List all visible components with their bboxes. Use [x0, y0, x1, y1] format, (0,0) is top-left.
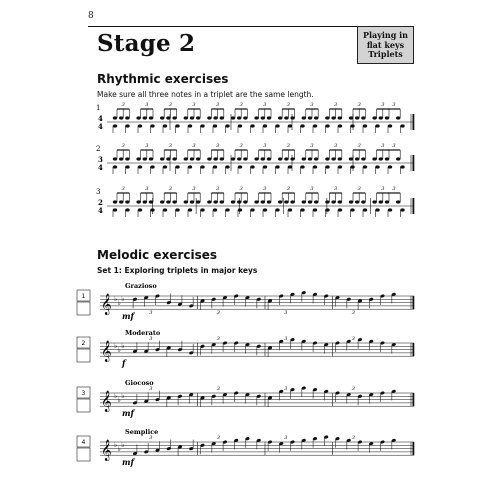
note-head — [361, 116, 365, 119]
note-head — [275, 208, 279, 211]
note-head — [278, 116, 282, 119]
tempo-marking: Grazioso — [125, 282, 157, 290]
note-head — [163, 124, 167, 127]
final-barline-thick — [413, 393, 415, 406]
note-head — [375, 165, 379, 168]
topic-tag-line-1: Playing in — [363, 30, 408, 40]
note-head — [363, 208, 367, 211]
exercise-checkbox — [77, 349, 90, 362]
note-head — [349, 200, 353, 203]
note-head — [385, 116, 389, 119]
flat-icon: ♭ — [114, 441, 118, 449]
note-head — [160, 157, 164, 160]
note-head — [143, 116, 147, 119]
note-head — [400, 165, 404, 168]
tempo-marking: Moderato — [125, 329, 161, 337]
note-head — [363, 165, 367, 168]
note-head — [302, 157, 306, 160]
triplet-mark: 3 — [216, 143, 220, 149]
note-head — [350, 208, 354, 211]
triplet-mark: 3 — [239, 186, 243, 192]
note-head — [275, 165, 279, 168]
note-head — [207, 157, 211, 160]
triplet-mark: 3 — [263, 102, 267, 108]
rhythmic-heading: Rhythmic exercises — [97, 72, 229, 86]
note-head — [243, 200, 247, 203]
note-head — [400, 208, 404, 211]
triplet-mark: 3 — [284, 310, 288, 316]
exercise-number: 1 — [81, 293, 86, 300]
time-signature-bottom: 4 — [98, 206, 103, 215]
dynamic-marking: mf — [122, 457, 134, 467]
note-head — [278, 200, 282, 203]
triplet-mark: 3 — [239, 102, 243, 108]
note-head — [375, 124, 379, 127]
note-head — [225, 124, 229, 127]
note-head — [388, 208, 392, 211]
note-head — [200, 165, 204, 168]
note-head — [213, 208, 217, 211]
note-head — [149, 116, 153, 119]
triplet-mark: 3 — [284, 386, 288, 392]
note-head — [188, 124, 192, 127]
note-head — [220, 200, 224, 203]
final-barline-thick — [413, 114, 415, 130]
note-head — [350, 124, 354, 127]
note-head — [113, 208, 117, 211]
triplet-mark: 3 — [357, 102, 361, 108]
note-head — [207, 200, 211, 203]
note-head — [113, 124, 117, 127]
row-number: 2 — [96, 145, 101, 153]
note-head — [190, 116, 194, 119]
note-head — [267, 200, 271, 203]
note-head — [243, 157, 247, 160]
triplet-mark: 3 — [310, 143, 314, 149]
note-head — [338, 157, 342, 160]
exercise-checkbox — [77, 399, 90, 412]
note-head — [325, 124, 329, 127]
note-head — [261, 200, 265, 203]
melodic-staff — [77, 379, 414, 418]
note-head — [313, 208, 317, 211]
triplet-mark: 3 — [149, 336, 153, 342]
note-head — [372, 116, 376, 119]
melodic-exercises — [77, 282, 414, 467]
triplet-mark: 3 — [216, 435, 220, 441]
note-head — [338, 124, 342, 127]
note-head — [302, 116, 306, 119]
triplet-mark: 3 — [334, 102, 338, 108]
note-head — [125, 124, 129, 127]
triplet-mark: 3 — [381, 186, 385, 192]
note-head — [237, 157, 241, 160]
note-head — [188, 165, 192, 168]
final-barline-thick — [413, 155, 415, 171]
note-head — [284, 200, 288, 203]
note-head — [314, 157, 318, 160]
note-head — [213, 200, 217, 203]
treble-clef-icon: 𝄞 — [101, 440, 112, 461]
time-signature-top: 2 — [98, 198, 103, 207]
note-head — [220, 157, 224, 160]
note-head — [136, 157, 140, 160]
note-head — [325, 116, 329, 119]
time-signature-bottom: 4 — [98, 122, 103, 131]
note-head — [275, 124, 279, 127]
note-head — [237, 200, 241, 203]
final-barline-thick — [413, 343, 415, 356]
note-head — [196, 116, 200, 119]
note-head — [200, 124, 204, 127]
note-head — [385, 200, 389, 203]
triplet-mark: 3 — [192, 102, 196, 108]
note-head — [254, 200, 258, 203]
triplet-mark: 3 — [149, 435, 153, 441]
triplet-mark: 3 — [286, 143, 290, 149]
note-head — [263, 124, 267, 127]
note-head — [119, 200, 123, 203]
note-head — [313, 124, 317, 127]
triplet-mark: 3 — [334, 143, 338, 149]
note-head — [308, 116, 312, 119]
row-number: 3 — [96, 188, 101, 196]
note-head — [388, 165, 392, 168]
note-head — [172, 157, 176, 160]
note-head — [267, 157, 271, 160]
note-head — [400, 124, 404, 127]
note-head — [361, 200, 365, 203]
note-head — [338, 165, 342, 168]
triplet-mark: 3 — [357, 186, 361, 192]
triplet-mark: 3 — [168, 186, 172, 192]
note-head — [313, 165, 317, 168]
treble-clef-icon: 𝄞 — [101, 341, 112, 362]
flat-icon: ♭ — [114, 342, 118, 350]
note-head — [188, 208, 192, 211]
note-head — [250, 124, 254, 127]
topic-tag-line-3: Triplets — [368, 49, 403, 59]
note-head — [172, 116, 176, 119]
note-head — [237, 116, 241, 119]
note-head — [290, 157, 294, 160]
note-head — [213, 124, 217, 127]
rhythm-row — [96, 186, 414, 217]
triplet-mark: 3 — [239, 143, 243, 149]
triplet-mark: 3 — [351, 310, 355, 316]
note-head — [325, 208, 329, 211]
triplet-mark: 3 — [286, 186, 290, 192]
triplet-mark: 3 — [284, 336, 288, 342]
note-head — [149, 157, 153, 160]
note-head — [396, 200, 400, 203]
melodic-staff — [77, 329, 414, 368]
triplet-mark: 3 — [284, 435, 288, 441]
note-head — [379, 157, 383, 160]
dynamic-marking: mf — [122, 408, 134, 418]
triplet-mark: 3 — [334, 186, 338, 192]
triplet-mark: 3 — [263, 143, 267, 149]
note-head — [175, 165, 179, 168]
note-head — [196, 157, 200, 160]
time-signature-bottom: 4 — [98, 163, 103, 172]
flat-icon: ♭ — [117, 445, 121, 453]
exercise-checkbox — [77, 302, 90, 315]
flat-icon: ♭ — [121, 342, 125, 350]
note-head — [113, 116, 117, 119]
note-head — [113, 165, 117, 168]
note-head — [231, 157, 235, 160]
rhythm-row — [96, 102, 414, 133]
note-head — [300, 124, 304, 127]
note-head — [396, 116, 400, 119]
note-head — [261, 116, 265, 119]
note-head — [325, 165, 329, 168]
note-head — [172, 200, 176, 203]
note-head — [220, 116, 224, 119]
triplet-mark: 3 — [392, 102, 396, 108]
flat-icon: ♭ — [117, 396, 121, 404]
triplet-mark: 3 — [310, 102, 314, 108]
note-head — [263, 208, 267, 211]
note-head — [284, 116, 288, 119]
rhythmic-instruction: Make sure all three notes in a triplet are the same length. — [97, 90, 314, 99]
note-head — [125, 165, 129, 168]
triplet-mark: 3 — [145, 186, 149, 192]
note-head — [196, 200, 200, 203]
triplet-mark: 3 — [392, 143, 396, 149]
note-head — [314, 116, 318, 119]
triplet-mark: 3 — [216, 102, 220, 108]
note-head — [175, 124, 179, 127]
note-head — [238, 124, 242, 127]
triplet-mark: 3 — [216, 310, 220, 316]
triplet-mark: 3 — [381, 102, 385, 108]
triplet-mark: 3 — [216, 386, 220, 392]
note-head — [355, 157, 359, 160]
triplet-mark: 3 — [168, 143, 172, 149]
flat-icon: ♭ — [114, 295, 118, 303]
note-head — [379, 200, 383, 203]
note-head — [355, 200, 359, 203]
treble-clef-icon: 𝄞 — [101, 391, 112, 412]
triplet-mark: 3 — [168, 102, 172, 108]
note-head — [136, 200, 140, 203]
triplet-mark: 3 — [286, 102, 290, 108]
triplet-mark: 3 — [192, 186, 196, 192]
note-head — [355, 116, 359, 119]
note-head — [338, 208, 342, 211]
note-head — [350, 165, 354, 168]
note-head — [231, 200, 235, 203]
note-head — [385, 157, 389, 160]
note-head — [138, 208, 142, 211]
note-head — [166, 200, 170, 203]
triplet-mark: 3 — [121, 102, 125, 108]
note-head — [372, 200, 376, 203]
note-head — [163, 165, 167, 168]
stage-title: Stage 2 — [97, 30, 196, 57]
triplet-mark: 3 — [145, 143, 149, 149]
note-head — [288, 208, 292, 211]
melodic-staff — [77, 428, 414, 467]
triplet-mark: 3 — [192, 143, 196, 149]
note-head — [349, 116, 353, 119]
triplet-mark: 3 — [216, 336, 220, 342]
dynamic-marking: f — [122, 358, 126, 368]
note-head — [278, 157, 282, 160]
note-head — [314, 200, 318, 203]
triplet-mark: 3 — [351, 386, 355, 392]
note-head — [190, 200, 194, 203]
note-head — [284, 157, 288, 160]
note-head — [125, 157, 129, 160]
note-head — [308, 157, 312, 160]
note-head — [200, 208, 204, 211]
note-head — [184, 116, 188, 119]
note-head — [361, 157, 365, 160]
triplet-mark: 3 — [351, 336, 355, 342]
note-head — [349, 157, 353, 160]
time-signature-top: 3 — [98, 155, 103, 164]
note-head — [338, 116, 342, 119]
note-head — [290, 200, 294, 203]
note-head — [372, 157, 376, 160]
note-head — [113, 157, 117, 160]
note-head — [190, 157, 194, 160]
note-head — [225, 165, 229, 168]
note-head — [308, 200, 312, 203]
topic-tag-line-2: flat keys — [366, 39, 405, 50]
note-head — [175, 208, 179, 211]
note-head — [113, 200, 117, 203]
note-head — [213, 116, 217, 119]
triplet-mark: 3 — [149, 310, 153, 316]
triplet-mark: 3 — [216, 186, 220, 192]
tempo-marking: Semplice — [125, 428, 159, 436]
note-head — [163, 208, 167, 211]
note-head — [207, 116, 211, 119]
note-head — [396, 157, 400, 160]
note-head — [213, 157, 217, 160]
note-head — [150, 165, 154, 168]
triplet-mark: 3 — [149, 386, 153, 392]
dynamic-marking: mf — [122, 311, 134, 321]
note-head — [379, 116, 383, 119]
note-head — [254, 157, 258, 160]
rhythm-exercises — [96, 102, 414, 217]
note-head — [125, 208, 129, 211]
note-head — [231, 116, 235, 119]
note-head — [143, 200, 147, 203]
exercise-checkbox — [77, 448, 90, 461]
note-head — [331, 157, 335, 160]
note-head — [213, 165, 217, 168]
note-head — [119, 116, 123, 119]
flat-icon: ♭ — [121, 441, 125, 449]
note-head — [184, 157, 188, 160]
page-number: 8 — [88, 11, 94, 21]
triplet-mark: 3 — [145, 102, 149, 108]
exercise-number: 4 — [81, 439, 86, 446]
note-head — [184, 200, 188, 203]
note-head — [243, 116, 247, 119]
note-head — [225, 208, 229, 211]
triplet-mark: 3 — [351, 435, 355, 441]
melodic-staff — [77, 282, 414, 321]
flat-icon: ♭ — [121, 392, 125, 400]
melodic-heading: Melodic exercises — [97, 248, 218, 262]
note-head — [250, 165, 254, 168]
note-head — [288, 165, 292, 168]
note-head — [150, 124, 154, 127]
note-head — [325, 157, 329, 160]
flat-icon: ♭ — [121, 295, 125, 303]
note-head — [302, 200, 306, 203]
final-barline-thick — [413, 442, 415, 455]
time-signature-top: 4 — [98, 114, 103, 123]
note-head — [119, 157, 123, 160]
note-head — [143, 157, 147, 160]
note-head — [331, 200, 335, 203]
triplet-mark: 3 — [263, 186, 267, 192]
note-head — [300, 165, 304, 168]
flat-icon: ♭ — [117, 346, 121, 354]
note-head — [263, 165, 267, 168]
flat-icon: ♭ — [114, 392, 118, 400]
triplet-mark: 3 — [381, 143, 385, 149]
note-head — [388, 124, 392, 127]
flat-icon: ♭ — [117, 299, 121, 307]
note-head — [325, 200, 329, 203]
row-number: 1 — [96, 104, 101, 112]
note-head — [267, 116, 271, 119]
note-head — [125, 200, 129, 203]
triplet-mark: 3 — [121, 186, 125, 192]
triplet-mark: 3 — [121, 143, 125, 149]
note-head — [338, 200, 342, 203]
note-head — [250, 208, 254, 211]
note-head — [363, 124, 367, 127]
note-head — [290, 116, 294, 119]
final-barline-thick — [413, 198, 415, 214]
triplet-mark: 3 — [310, 186, 314, 192]
exercise-number: 3 — [81, 390, 86, 397]
note-head — [375, 208, 379, 211]
rhythm-row — [96, 143, 414, 174]
note-head — [238, 165, 242, 168]
treble-clef-icon: 𝄞 — [101, 294, 112, 315]
triplet-mark: 3 — [357, 143, 361, 149]
note-head — [254, 116, 258, 119]
triplet-mark: 3 — [392, 186, 396, 192]
note-head — [160, 200, 164, 203]
note-head — [138, 165, 142, 168]
exercise-number: 2 — [81, 340, 86, 347]
note-head — [300, 208, 304, 211]
note-head — [288, 124, 292, 127]
note-head — [331, 116, 335, 119]
note-head — [136, 116, 140, 119]
note-head — [138, 124, 142, 127]
melodic-set-title: Set 1: Exploring triplets in major keys — [97, 266, 258, 275]
final-barline-thick — [413, 296, 415, 309]
tempo-marking: Giocoso — [125, 379, 154, 387]
note-head — [160, 116, 164, 119]
note-head — [125, 116, 129, 119]
note-head — [261, 157, 265, 160]
